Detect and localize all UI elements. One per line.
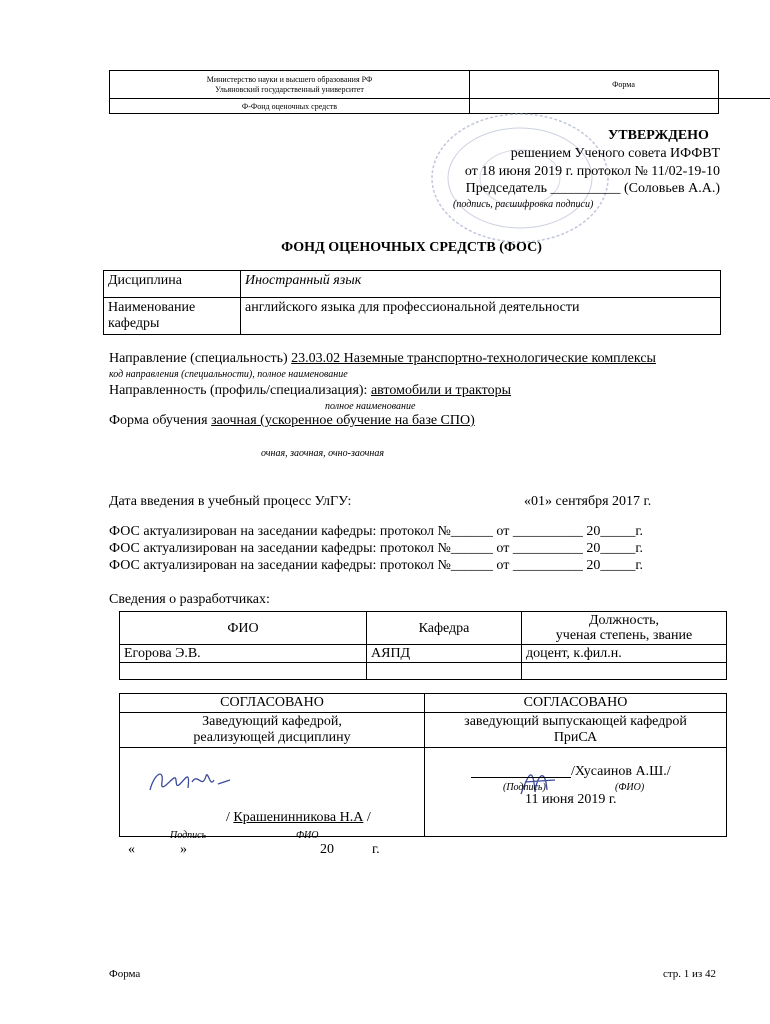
handwritten-signature-icon xyxy=(144,760,234,802)
direction-value: 23.03.02 Наземные транспортно-технологические комплексы xyxy=(291,351,656,366)
profile-line xyxy=(109,383,511,399)
left-date-year: 20 xyxy=(320,842,334,857)
left-date-g: г. xyxy=(372,842,380,857)
col-name-header: ФИО xyxy=(120,612,367,645)
left-sig-prefix: / xyxy=(226,810,230,825)
left-role-line1: Заведующий кафедрой, xyxy=(202,714,342,729)
discipline-table xyxy=(103,270,721,335)
fund-label: Ф-Фонд оценочных средств xyxy=(241,101,338,111)
direction-caption: код направления (специальности), полное наименование xyxy=(109,369,348,380)
intro-date-value: «01» сентября 2017 г. xyxy=(524,494,652,509)
form-label: Форма xyxy=(612,80,635,89)
table-row xyxy=(104,271,721,298)
dev-name: Егорова Э.В. xyxy=(120,645,367,663)
approval-caption: (подпись, расшифровка подписи) xyxy=(453,199,594,210)
department-value: английского языка для профессиональной деятельности xyxy=(241,298,721,335)
left-caption-signature: Подпись xyxy=(170,830,207,841)
empty-cell xyxy=(120,663,367,680)
ministry-line1: Министерство науки и высшего образования РФ xyxy=(206,74,373,84)
direction-line xyxy=(109,351,656,367)
table-row xyxy=(120,748,727,837)
right-date: 11 июня 2019 г. xyxy=(525,792,617,807)
direction-label: Направление (специальность) xyxy=(109,351,288,366)
approval-line2: от 18 июня 2019 г. протокол № 11/02-19-10 xyxy=(464,164,720,179)
discipline-value: Иностранный язык xyxy=(241,271,721,298)
developers-table xyxy=(119,611,727,680)
right-agreed-head: СОГЛАСОВАНО xyxy=(425,694,727,713)
developers-heading: Сведения о разработчиках: xyxy=(109,592,270,607)
left-role xyxy=(120,713,425,748)
table-row xyxy=(120,694,727,713)
col-dept-header: Кафедра xyxy=(367,612,522,645)
footer-left: Форма xyxy=(109,968,141,980)
ministry-line2: Ульяновский государственный университет xyxy=(215,84,364,94)
left-signature-cell xyxy=(120,748,425,857)
profile-caption: полное наименование xyxy=(325,401,416,412)
department-label: Наименование кафедры xyxy=(104,298,241,335)
ministry-cell xyxy=(110,71,470,99)
right-caption-fio: (ФИО) xyxy=(615,782,645,793)
profile-label: Направленность (профиль/специализация): xyxy=(109,383,368,398)
left-signer-line xyxy=(226,810,371,826)
fund-cell xyxy=(110,99,470,113)
table-row xyxy=(120,663,727,680)
table-row xyxy=(120,612,727,645)
form-cell xyxy=(470,71,770,99)
update-line-3: ФОС актуализирован на заседании кафедры: протокол №______ от __________ 20_____г. xyxy=(109,558,643,573)
table-row xyxy=(120,713,727,748)
right-signature-cell xyxy=(425,748,727,837)
study-form-line xyxy=(109,413,475,429)
header-table xyxy=(109,70,719,114)
table-row xyxy=(120,645,727,663)
right-caption-signature: (Подпись) xyxy=(503,782,546,793)
approval-line1: решением Ученого совета ИФФВТ xyxy=(510,146,720,161)
study-form-value: заочная (ускоренное обучение на базе СПО) xyxy=(211,413,475,428)
left-sig-suffix: / xyxy=(366,810,371,825)
right-signer-name: /Хусаинов А.Ш./ xyxy=(571,764,671,779)
left-agreed-head: СОГЛАСОВАНО xyxy=(120,694,425,713)
left-date-open: « xyxy=(128,842,135,857)
intro-date-label: Дата введения в учебный процесс УлГУ: xyxy=(109,494,352,509)
update-line-2: ФОС актуализирован на заседании кафедры: протокол №______ от __________ 20_____г. xyxy=(109,541,643,556)
agreements-table xyxy=(119,693,727,857)
page-title: ФОНД ОЦЕНОЧНЫХ СРЕДСТВ (ФОС) xyxy=(281,240,542,255)
discipline-label: Дисциплина xyxy=(104,271,241,298)
col-pos-header xyxy=(522,612,727,645)
update-line-1: ФОС актуализирован на заседании кафедры: протокол №______ от __________ 20_____г. xyxy=(109,524,643,539)
right-role-line2: ПриСА xyxy=(553,730,598,745)
col-pos-line2: ученая степень, звание xyxy=(555,628,693,643)
left-signer-name: Крашенинникова Н.А xyxy=(233,810,364,825)
left-caption-fio: ФИО xyxy=(296,830,319,841)
study-form-label: Форма обучения xyxy=(109,413,208,428)
table-row xyxy=(104,298,721,335)
empty-cell xyxy=(522,663,727,680)
empty-cell xyxy=(367,663,522,680)
right-role xyxy=(425,713,727,748)
left-role-line2: реализующей дисциплину xyxy=(193,730,351,745)
approval-line3: Председатель __________ (Соловьев А.А.) xyxy=(465,181,720,196)
footer-page-number: стр. 1 из 42 xyxy=(662,968,716,980)
approval-title: УТВЕРЖДЕНО xyxy=(608,128,709,143)
right-role-line1: заведующий выпускающей кафедрой xyxy=(464,714,687,729)
profile-value: автомобили и тракторы xyxy=(370,383,512,398)
left-date-close: » xyxy=(180,842,187,857)
study-form-caption: очная, заочная, очно-заочная xyxy=(261,448,384,459)
col-pos-line1: Должность, xyxy=(588,613,660,628)
dev-dept: АЯПД xyxy=(367,645,522,663)
right-signature-line xyxy=(471,777,571,778)
dev-pos: доцент, к.фил.н. xyxy=(522,645,727,663)
